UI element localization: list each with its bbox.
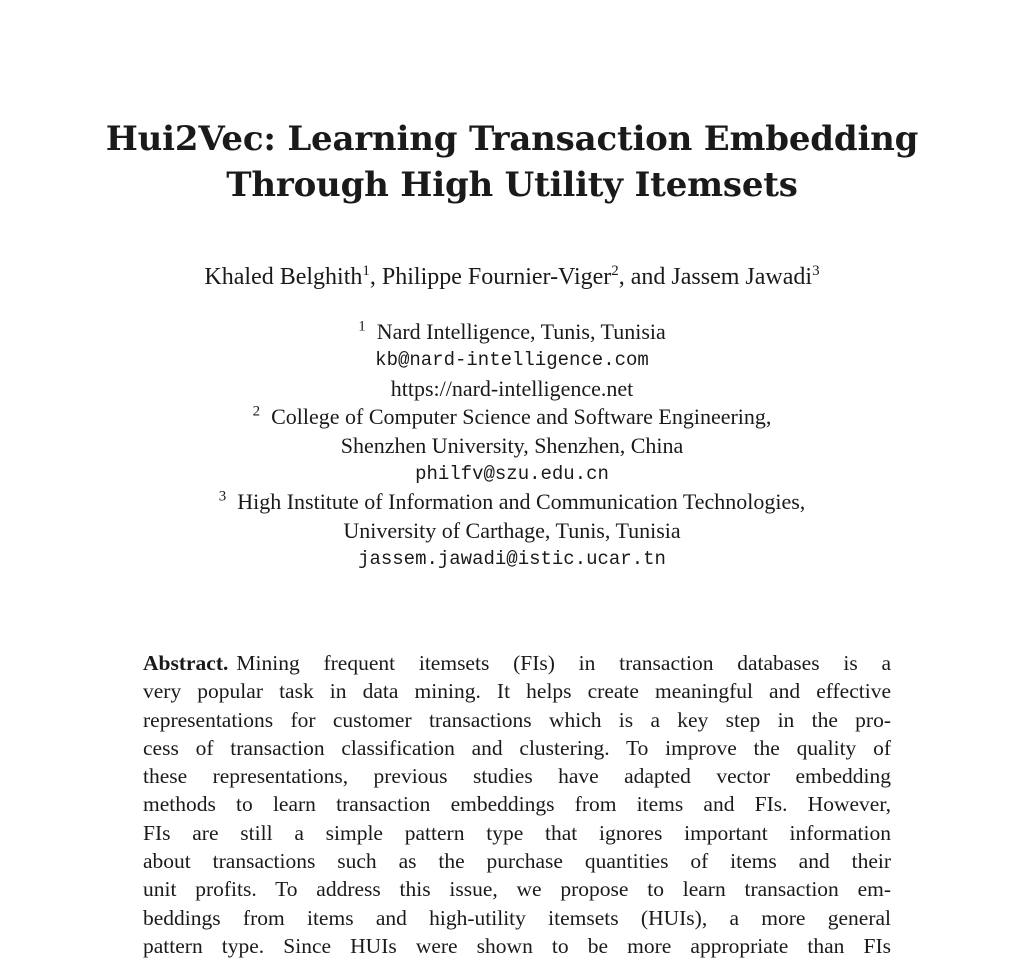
affiliation-1-line <box>0 318 1024 346</box>
author-affiliation-mark: 1 <box>362 263 370 279</box>
affiliation-2-line <box>0 403 1024 431</box>
abstract-line: very popular task in data mining. It helps create meaningful and effective <box>143 679 891 704</box>
abstract <box>143 649 891 960</box>
author-affiliation-mark: 3 <box>812 263 820 279</box>
affiliation-3-email: jassem.jawadi@istic.ucar.tn <box>358 548 666 571</box>
affiliation-2-email: philfv@szu.edu.cn <box>415 462 609 485</box>
affiliation-text: High Institute of Information and Communication Technologies, <box>237 489 806 515</box>
affiliation-1-email: kb@nard-intelligence.com <box>375 349 649 372</box>
abstract-line: FIs are still a simple pattern type that ignores important information <box>143 820 891 845</box>
affiliation-mark: 3 <box>218 489 227 506</box>
author-separator: , <box>369 264 382 290</box>
title-line-1: Hui2Vec: Learning Transaction Embedding <box>105 119 919 159</box>
author-name: Jassem Jawadi <box>671 264 813 290</box>
abstract-line <box>143 649 891 677</box>
abstract-label: Abstract. <box>143 651 229 675</box>
affiliation-3-line-2: University of Carthage, Tunis, Tunisia <box>343 517 681 543</box>
abstract-line: beddings from items and high-utility itemsets (HUIs), a more general <box>143 905 891 930</box>
affiliations <box>0 318 1024 574</box>
abstract-line: pattern type. Since HUIs were shown to be more appropriate than FIs <box>143 933 891 958</box>
author-affiliation-mark: 2 <box>611 263 619 279</box>
abstract-line: cess of transaction classification and clustering. To improve the quality of <box>143 735 891 760</box>
affiliation-mark: 1 <box>358 318 366 335</box>
paper-title <box>0 116 1024 208</box>
author-list <box>0 262 1024 292</box>
affiliation-2-line-2: Shenzhen University, Shenzhen, China <box>340 432 684 458</box>
author-name: Khaled Belghith <box>204 264 363 290</box>
abstract-line: representations for customer transactions which is a key step in the pro- <box>143 707 891 732</box>
author-separator: , and <box>618 264 672 290</box>
abstract-line: about transactions such as the purchase quantities of items and their <box>143 849 891 874</box>
affiliation-mark: 2 <box>252 403 261 420</box>
abstract-line: methods to learn transaction embeddings from items and FIs. However, <box>143 792 891 817</box>
abstract-text: Mining frequent itemsets (FIs) in transaction databases is a <box>236 651 891 675</box>
author-name: Philippe Fournier-Viger <box>381 264 612 290</box>
abstract-line: these representations, previous studies have adapted vector embedding <box>143 764 891 789</box>
affiliation-text: Nard Intelligence, Tunis, Tunisia <box>376 319 666 344</box>
abstract-line: unit profits. To address this issue, we propose to learn transaction em- <box>143 877 891 902</box>
affiliation-text: College of Computer Science and Software Engineering, <box>271 404 772 430</box>
title-line-2: Through High Utility Itemsets <box>226 165 798 205</box>
affiliation-1-url: https://nard-intelligence.net <box>390 375 634 401</box>
affiliation-3-line <box>0 488 1024 516</box>
